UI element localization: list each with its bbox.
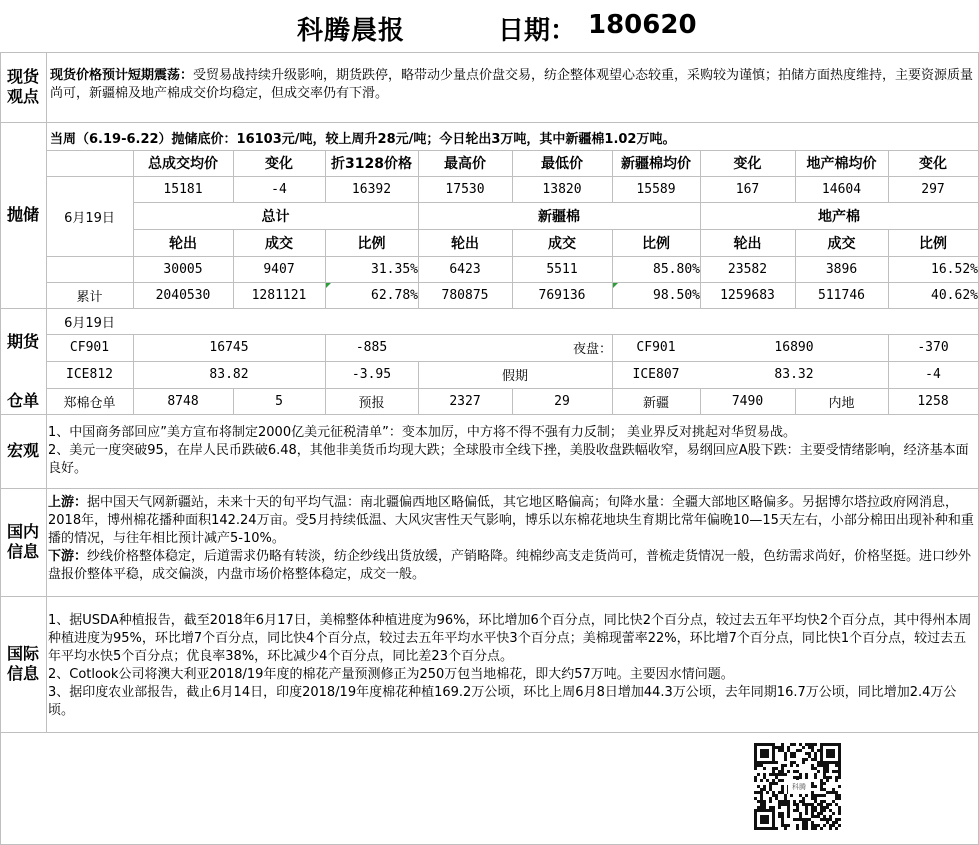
spot-view-text	[50, 67, 974, 103]
price-value: 16392	[351, 181, 392, 197]
macro-section-label: 宏观	[6, 441, 39, 460]
price-value: 15589	[636, 181, 676, 197]
price-value: 17530	[445, 181, 485, 197]
spot-section-label: 现货 观点	[6, 67, 39, 106]
warehouse-cell: 5	[275, 393, 283, 409]
group-header-total: 总计	[261, 208, 290, 225]
report-title: 科腾晨报	[297, 16, 406, 46]
upstream-paragraph: 上游：据中国天气网新疆站，未来十天的旬平均气温：南北疆偏西地区略偏低，其它地区略偏高；旬降水量：全疆大部地区略偏多。另据博尔塔拉政府网消息，2018年，博州棉花播种面积142.24万亩。受5月持续低温、大风灾害性天气影响，博乐以东棉花地块生育期比常年偏晚10—15天左右，小部分棉田出现补种和重播的情况，与往年相比预计减产5-10%。	[48, 495, 974, 546]
international-section-label: 国际 信息	[6, 644, 39, 683]
price-value: 167	[735, 181, 760, 197]
downstream-label: 下游：	[48, 549, 88, 564]
spot-view-lead: 现货价格预计短期震荡：	[50, 68, 194, 83]
international-item: 1、据USDA种植报告，截至2018年6月17日，美棉整体种植进度为96%，环比增加6个百分点，同比快2个百分点，较过去五年平均快2个百分点，其中得州本周种植进度为95%，环比增7个百分点，同比快4个百分点，较过去五年平均水平快3个百分点；美棉现蕾率22%，环比增7个百分点，同比快1个百分点，较过去五年平均水快5个百分点；优良率38%，环比减少4个百分点，同比差23个百分点。	[48, 613, 972, 664]
ice-price: 83.32	[774, 367, 814, 382]
sub-header: 轮出	[169, 235, 197, 252]
futures-change: -885	[355, 340, 388, 355]
sub-header: 轮出	[451, 235, 479, 252]
date-label: 日期：	[498, 16, 577, 46]
holiday-label: 假期	[501, 369, 528, 384]
price-header: 地产棉均价	[806, 156, 877, 172]
group-header-local: 地产棉	[818, 208, 860, 225]
warehouse-cell: 29	[554, 393, 570, 409]
cum-value: 62.78%	[371, 287, 418, 303]
cum-value: 780875	[441, 287, 489, 303]
cell-comment-marker	[326, 283, 331, 288]
domestic-section-label: 国内 信息	[6, 522, 39, 561]
price-header: 最高价	[444, 156, 486, 172]
cum-value: 1281121	[251, 287, 307, 303]
price-value: -4	[271, 181, 287, 197]
day-value: 6423	[449, 261, 481, 277]
cell-comment-marker	[613, 283, 618, 288]
cum-value: 40.62%	[931, 287, 978, 303]
sub-header: 轮出	[733, 235, 762, 252]
sub-header: 成交	[548, 235, 576, 252]
reserve-summary: 当周（6.19-6.22）抛储底价：16103元/吨，较上周升28元/吨；今日轮出3万吨，其中新疆棉1.02万吨。	[50, 132, 676, 147]
night-contract: CF901	[636, 340, 676, 355]
night-session-label: 夜盘：	[572, 342, 612, 357]
sub-header: 比例	[642, 235, 670, 252]
warehouse-cell: 内地	[828, 395, 855, 411]
day-value: 31.35%	[371, 261, 418, 277]
warehouse-cell: 预报	[358, 395, 385, 411]
cum-value: 769136	[538, 287, 586, 303]
futures-contract: ICE812	[66, 367, 113, 382]
warehouse-section-label: 仓单	[6, 391, 39, 410]
ice-contract: ICE807	[632, 367, 680, 382]
warehouse-cell: 2327	[449, 393, 481, 409]
day-value: 9407	[263, 261, 295, 277]
night-price: 16890	[774, 340, 814, 355]
day-value: 23582	[727, 261, 768, 277]
reserve-section-label: 抛储	[6, 205, 39, 224]
futures-section-label: 期货	[6, 331, 39, 351]
macro-item: 2、美元一度突破95，在岸人民币跌破6.48，其他非美货币均现大跌；全球股市全线下挫，美股收盘跌幅收窄，易纲回应A股下跌：主要受情绪影响，经济基本面良好。	[48, 443, 969, 476]
ice-change: -4	[925, 367, 941, 382]
price-header: 折3128价格	[331, 156, 412, 172]
price-header: 变化	[265, 156, 293, 172]
international-text	[48, 612, 974, 720]
report-header	[0, 0, 979, 52]
price-header: 总成交均价	[148, 156, 218, 172]
spot-view-body: 受贸易战持续升级影响，期货跌停，略带动少量点价盘交易，纺企整体观望心态较重，采购较为谨慎；拍储方面热度维持，主要资源质量尚可，新疆棉及地产棉成交价均稳定，但成交率仍有下滑。	[50, 68, 974, 101]
night-change: -370	[917, 340, 949, 355]
day-value: 5511	[546, 261, 578, 277]
cum-value: 511746	[818, 287, 865, 303]
futures-date: 6月19日	[64, 315, 115, 331]
international-item: 3、据印度农业部报告，截止6月14日，印度2018/19年度棉花种植169.2万公顷，环比上周6月8日增加44.3万公顷，去年同期16.7万公顷，同比增加2.4万公顷。	[48, 685, 957, 718]
day-value: 85.80%	[653, 261, 700, 277]
report-date: 180620	[588, 10, 697, 40]
domestic-text	[48, 494, 974, 584]
macro-item: 1、中国商务部回应”美方宣布将制定2000亿美元征税清单”：变本加厉，中方将不得不强有力反制； 美业界反对挑起对华贸易战。	[48, 425, 796, 440]
price-value: 14604	[821, 181, 862, 197]
futures-price: 16745	[209, 340, 249, 355]
qr-code	[744, 742, 852, 832]
sub-header: 比例	[919, 235, 947, 252]
price-header: 新疆棉均价	[621, 156, 691, 172]
sub-header: 成交	[827, 235, 856, 252]
futures-contract: CF901	[69, 340, 110, 355]
sub-header: 成交	[265, 235, 293, 252]
international-item: 2、Cotlook公司将澳大利亚2018/19年度的棉花产量预测修正为250万包当地棉花，即大约57万吨。主要因水情问题。	[48, 667, 734, 682]
qr-caption: 科腾	[788, 780, 810, 794]
warehouse-cell: 7490	[731, 393, 764, 409]
cum-value: 2040530	[155, 287, 211, 303]
futures-price: 83.82	[209, 367, 249, 382]
downstream-paragraph: 下游：纱线价格整体稳定，后道需求仍略有转淡，纺企纱线出货放缓，产销略降。纯棉纱高支走货尚可，普梳走货情况一般，色纺需求尚好，价格坚挺。进口纱外盘报价整体平稳，成交偏淡，内盘市场价格整体稳定，成交一般。	[48, 549, 972, 582]
warehouse-cell: 新疆	[642, 395, 669, 411]
price-value: 13820	[542, 181, 582, 197]
sub-header: 比例	[357, 235, 386, 252]
warehouse-cell: 1258	[917, 393, 949, 409]
price-header: 变化	[733, 156, 762, 172]
day-value: 3896	[825, 261, 858, 277]
cum-value: 1259683	[720, 287, 775, 303]
upstream-label: 上游：	[48, 495, 88, 510]
day-value: 16.52%	[931, 261, 978, 277]
day-value: 30005	[163, 261, 203, 277]
futures-change: -3.95	[351, 367, 392, 382]
warehouse-cell: 8748	[167, 393, 199, 409]
price-header: 变化	[919, 156, 947, 172]
group-header-xinjiang: 新疆棉	[538, 208, 580, 225]
macro-text	[48, 424, 974, 478]
price-value: 297	[921, 181, 945, 197]
cum-value: 98.50%	[653, 287, 700, 303]
warehouse-cell: 郑棉仓单	[63, 395, 116, 411]
price-value: 15181	[163, 181, 203, 197]
reserve-date: 6月19日	[64, 210, 115, 226]
reserve-cum-label: 累计	[76, 289, 103, 305]
price-header: 最低价	[541, 156, 583, 172]
